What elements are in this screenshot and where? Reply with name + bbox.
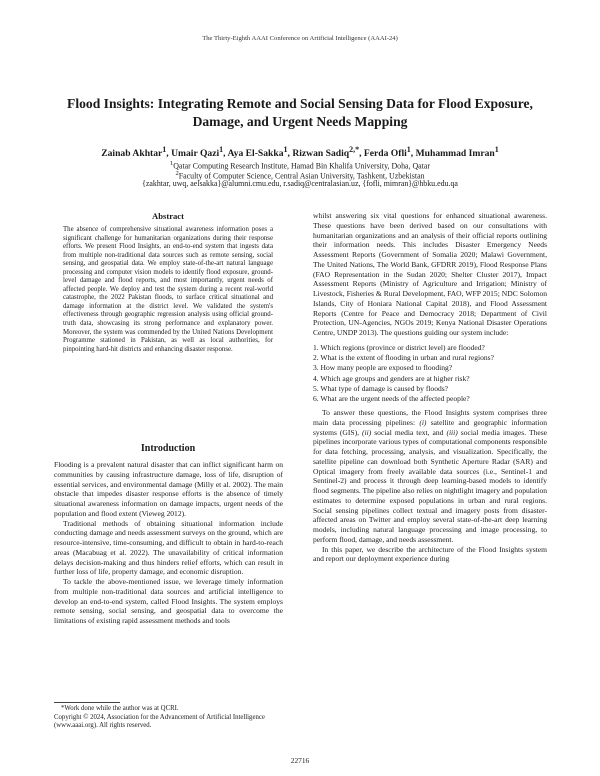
text-run: social media text, and [371, 427, 447, 437]
list-item: 6. What are the urgent needs of the affected people? [313, 394, 470, 404]
author-affiliation-mark: 1 [494, 145, 499, 154]
affiliation-mark: 1 [169, 160, 174, 167]
list-item: 5. What type of damage is caused by floods? [313, 384, 449, 394]
introduction-body [54, 460, 283, 626]
title-line-1: Flood Insights: Integrating Remote and Social Sensing Data for Flood Exposure, [67, 96, 533, 111]
list-item: 3. How many people are exposed to flooding? [313, 363, 453, 373]
paragraph [313, 408, 547, 545]
author-affiliation-mark: 1 [162, 145, 167, 154]
running-head: The Thirty-Eighth AAAI Conference on Artificial Intelligence (AAAI-24) [202, 35, 398, 42]
author-name: Muhammad Imran [415, 148, 495, 160]
author-affiliation-mark: 1 [219, 145, 224, 154]
text-run: social media images. These pipelines incorporate various types of computational components responsible for data fetching, processing, analysis, and visualization. Specifically, the satellite pipeline can download both Synthetic Aperture Radar (SAR) and Optical imagery from freely available data sources (i.e., Sentinel-1 and Sentinel-2) and process it through deep learning-based models to identify flood segments. The pipeline also relies on nightlight imagery and population estimates to determine exposed populations in urban and rural regions. Social sensing pipelines collect textual and imagery posts from disaster-affected areas on Twitter and employ several state-of-the-art deep learning models, including natural language processing and image processing, to perform flood, damage, and needs assessment. [313, 427, 547, 544]
paragraph: Flooding is a prevalent natural disaster that can inflict significant harm on communities by causing infrastructure damage, loss of life, disruption of essential services, and environmental damage (Milly et al. 2002). The main obstacle that impedes disaster response efforts is the absence of timely situational awareness information on damage impacts, urgent needs of the population and flood extent (Vieweg 2012). [54, 460, 283, 518]
list-marker: (i) [419, 417, 427, 427]
author-name: Aya El-Sakka [227, 148, 284, 160]
paragraph: Traditional methods of obtaining situational information include conducting damage and needs assessment surveys on the ground, which are resource-intensive, time-consuming, and difficult to obtain in hard-to-reach areas (Macabuag et al. 2022). The unavailability of critical information delays decision-making and thus hinders relief efforts, which can result in further loss of life, property damage, and economic disruption. [54, 518, 283, 577]
title-line-2: Damage, and Urgent Needs Mapping [192, 114, 408, 129]
author-affiliation-mark: 1 [283, 145, 288, 154]
text-run: To answer these questions, the Flood Insights system comprises three main data processing pipelines: [313, 408, 547, 427]
paragraph: whilst answering six vital questions for enhanced situational awareness. These questions have been derived based on our consultations with humanitarian organizations and an analysis of their official reports outlining their information needs. This includes Disaster Emergency Needs Assessment Reports (Government of Somalia 2020; Malawi Government, The United Nations, The World Bank, GFDRR 2019), Flood Response Plans (FAO Representation in the Sudan 2020; Shelter Cluster 2017), Impact Assessment Reports (Ministry of Agriculture and Irrigation; Ministry of Livestock, Fisheries & Rural Development, FAO, WFP 2015; NDC Solomon Islands, City of Honiara National Capital 2018), and Flood Assessment Reports (Centre for Peace and Democracy 2018; Department of Civil Protection, UN-Agencies, NGOs 2019; Kenya National Disaster Operations Centre, UNDP 2013). The questions guiding our system include: [313, 211, 547, 337]
text-run: satellite and geographic information systems (GIS), [313, 417, 547, 437]
list-marker: (ii) [362, 427, 372, 437]
list-item: 1. Which regions (province or district level) are flooded? [313, 342, 485, 352]
author-name: Ferda Ofli [363, 148, 407, 160]
affiliation-text: Faculty of Computer Science, Central Asian University, Tashkent, Uzbekistan [178, 171, 425, 181]
right-column [313, 211, 547, 564]
author-name: Zainab Akhtar [101, 148, 163, 160]
page-number: 22716 [290, 756, 310, 765]
list-item: 4. Which age groups and genders are at higher risk? [313, 373, 470, 383]
author-name: Umair Qazi [171, 148, 220, 160]
footnote [54, 705, 283, 731]
author-affiliation-mark: 1 [406, 145, 411, 154]
abstract-heading: Abstract [152, 211, 184, 221]
list-marker: (iii) [446, 427, 458, 437]
question-list [313, 343, 547, 404]
author-affiliation-mark: 2,* [349, 145, 360, 154]
copyright-notice: Copyright © 2024, Association for the Advancement of Artificial Intelligence (www.aaai.org). All rights reserved. [54, 713, 265, 730]
list-item: 2. What is the extent of flooding in urban and rural regions? [313, 353, 494, 363]
author-emails: {zakhtar, uwq, aelsakka}@alumni.cmu.edu, r.sadiq@centralasian.uz, {fofli, mimran}@hbku.edu.qa [142, 179, 458, 188]
affiliation-text: Qatar Computing Research Institute, Hamad Bin Khalifa University, Doha, Qatar [173, 161, 431, 171]
affiliation-mark: 2 [175, 170, 179, 177]
introduction-heading: Introduction [140, 443, 196, 454]
author-name: Rizwan Sadiq [292, 148, 350, 160]
footnote-author-note: *Work done while the author was at QCRI. [61, 705, 179, 712]
abstract-text: The absence of comprehensive situational awareness information poses a significant challenge for humanitarian organizations during their response efforts. We present Flood Insights, an end-to-end system that ingests data from multiple non-traditional data sources such as remote sensing, social sensing, and geospatial data. We employ state-of-the-art natural language processing and computer vision models to identify flood exposure, ground-level damage and flood reports, and most importantly, urgent needs of affected people. We deploy and test the system during a recent real-world catastrophe, the 2022 Pakistan floods, to surface critical situational and damage information at the district level. We validated the system's effectiveness through geographic regression analysis using official ground-truth data, showcasing its strong performance and explanatory power. Moreover, the system was commended by the United Nations Development Programme stationed in Pakistan, as well as local authorities, for pinpointing hard-hit districts and enhancing disaster response. [63, 226, 273, 353]
paragraph: To tackle the above-mentioned issue, we leverage timely information from multiple non-traditional data sources and artificial intelligence to develop an end-to-end system, called Flood Insights. The system employs remote sensing, social sensing, and geospatial data to overcome the limitations of existing rapid assessment methods and tools [54, 577, 283, 625]
paper-title [40, 95, 560, 131]
author-list: Zainab Akhtar$^1$, Umair Qazi$^1$, Aya El-Sakka$^1$, Rizwan Sadiq$^{2,*}$, Ferda Ofli$^1$, Muhammad Imran$^1$ [101, 145, 499, 160]
footnote-rule [54, 702, 120, 703]
paragraph: In this paper, we describe the architecture of the Flood Insights system and report our deployment experience during [313, 544, 547, 564]
